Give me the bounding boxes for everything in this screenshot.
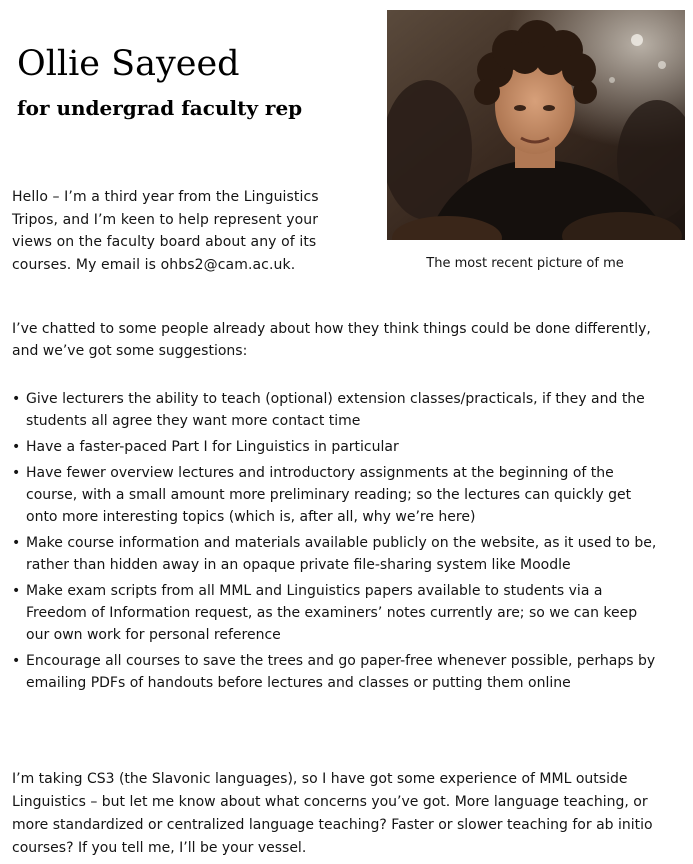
suggestion-item: • Have fewer overview lectures and introductory assignments at the beginning of the course, with a small amount more preliminary reading; so the lectures can quickly get onto more interesting topics (which is, after all, why we’re here) bbox=[12, 462, 662, 528]
suggestion-item: • Make course information and materials available publicly on the website, as it used to be, rather than hidden away in an opaque private file-sharing system like Moodle bbox=[12, 532, 662, 576]
suggestions-list bbox=[12, 388, 662, 698]
candidate-subtitle: for undergrad faculty rep bbox=[17, 96, 303, 120]
photo-illustration bbox=[387, 10, 685, 240]
candidate-photo bbox=[387, 10, 685, 240]
suggestion-item: • Make exam scripts from all MML and Linguistics papers available to students via a Freedom of Information request, as the examiners’ notes currently are; so we can keep our own work for personal reference bbox=[12, 580, 662, 646]
photo-caption: The most recent picture of me bbox=[426, 256, 624, 271]
closing-paragraph: I’m taking CS3 (the Slavonic languages), so I have got some experience of MML outside Linguistics – but let me know about what concerns you’ve got. More language teaching, or more standardized or centralized language teaching? Faster or slower teaching for ab initio courses? If you tell me, I’ll be your vessel. bbox=[12, 771, 653, 856]
suggestion-item: • Give lecturers the ability to teach (optional) extension classes/practicals, if they and the students all agree they want more contact time bbox=[12, 388, 662, 432]
suggestion-item: • Encourage all courses to save the trees and go paper-free whenever possible, perhaps by emailing PDFs of handouts before lectures and classes or putting them online bbox=[12, 650, 662, 694]
suggestion-item: • Have a faster-paced Part I for Linguistics in particular bbox=[12, 436, 662, 458]
intro-paragraph: Hello – I’m a third year from the Linguistics Tripos, and I’m keen to help represent your views on the faculty board about any of its courses. My email is ohbs2@cam.ac.uk. bbox=[12, 189, 319, 273]
suggestions-intro: I’ve chatted to some people already about how they think things could be done differently, and we’ve got some suggestions: bbox=[12, 321, 651, 359]
candidate-name: Ollie Sayeed bbox=[17, 44, 240, 84]
